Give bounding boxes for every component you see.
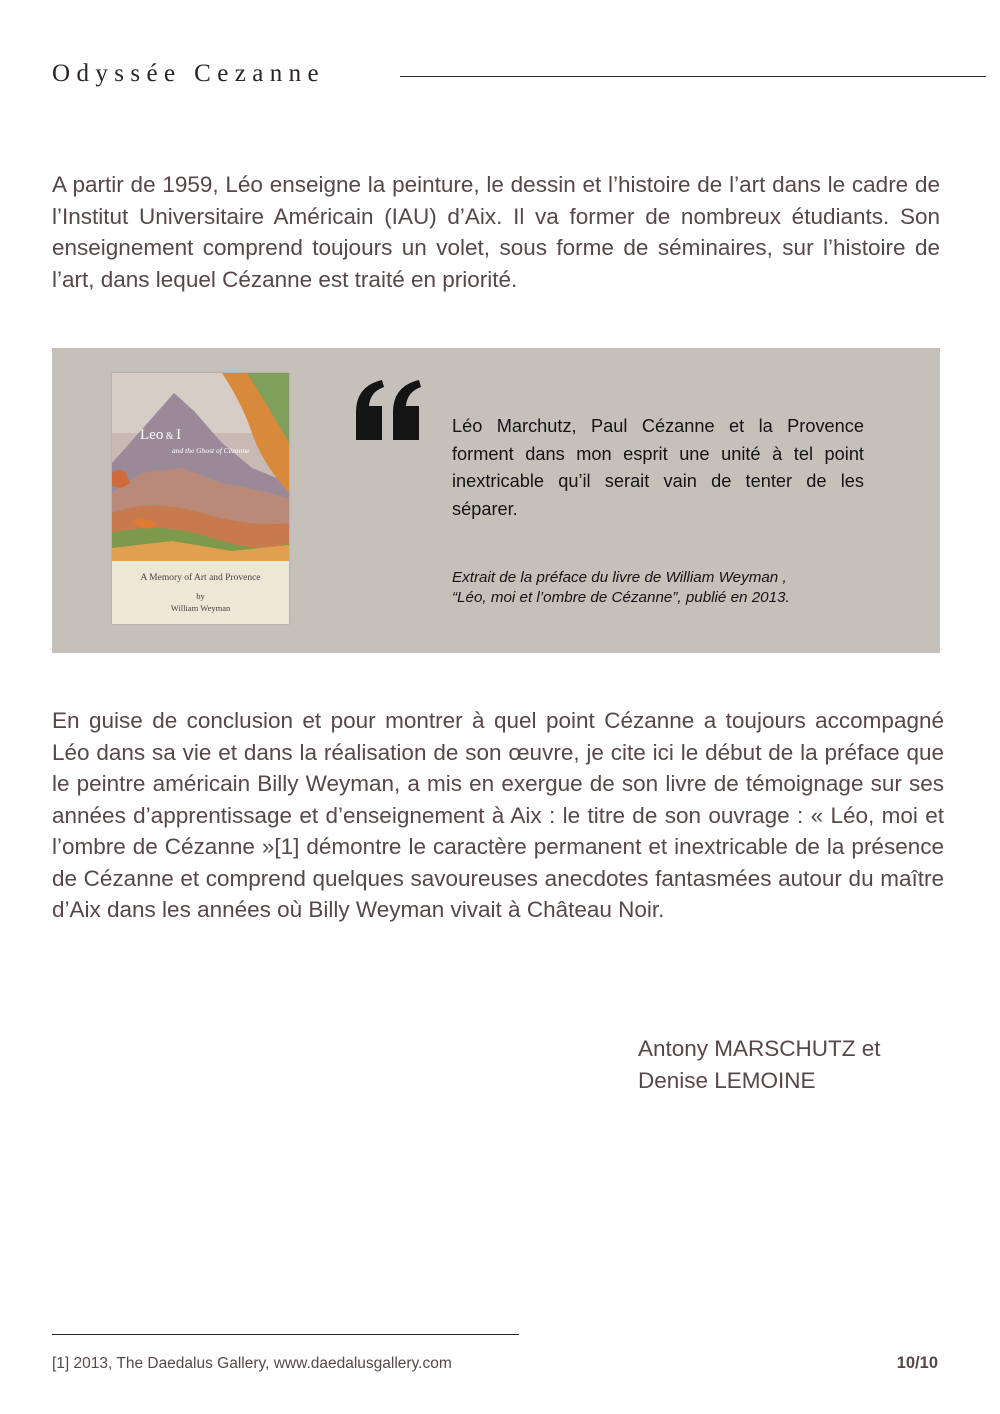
book-by: by bbox=[196, 591, 205, 601]
book-subtitle: and the Ghost of Cézanne bbox=[172, 446, 250, 455]
conclusion-paragraph: En guise de conclusion et pour montrer à quel point Cézanne a toujours accompagné Léo dans sa vie et dans la réalisation de son œuvre, je cite ici le début de la préface que le peintre américain Billy Weyman, a mis en exergue de son livre de témoignage sur ses années d’apprentissage et d’enseignement à Aix : le titre de son ouvrage : « Léo, moi et l’ombre de Cézanne »[1] démontre le caractère permanent et inextricable de la présence de Cézanne et comprend quelques savoureuses anecdotes fantasmées autour du maître d’Aix dans les années où Billy Weyman vivait à Château Noir. bbox=[52, 708, 944, 922]
quote-mark-icon bbox=[352, 376, 424, 442]
book-tagline: A Memory of Art and Provence bbox=[140, 573, 261, 583]
quote-source bbox=[452, 568, 882, 608]
footnote: [1] 2013, The Daedalus Gallery, www.daedalusgallery.com bbox=[52, 1355, 452, 1372]
header-divider bbox=[400, 76, 986, 77]
book-title: Leo & I bbox=[140, 427, 182, 443]
page-number: 10/10 bbox=[896, 1354, 938, 1372]
book-author: William Weyman bbox=[170, 603, 231, 613]
document-title: Odyssée Cezanne bbox=[52, 60, 326, 87]
quote-box bbox=[52, 348, 940, 653]
quote-source-line2: “Léo, moi et l’ombre de Cézanne”, publié en 2013. bbox=[452, 589, 790, 606]
quote-text: Léo Marchutz, Paul Cézanne et la Provence forment dans mon esprit une unité à tel point inextricable qu’il serait vain de tenter de les séparer. bbox=[452, 416, 864, 519]
footnote-divider bbox=[52, 1334, 519, 1335]
signature-line1: Antony MARSCHUTZ et bbox=[638, 1036, 881, 1061]
painting-illustration bbox=[112, 373, 289, 624]
signature-line2: Denise LEMOINE bbox=[638, 1067, 816, 1093]
quote-source-line1: Extrait de la préface du livre de William Weyman , bbox=[452, 569, 787, 586]
intro-paragraph: A partir de 1959, Léo enseigne la peinture, le dessin et l’histoire de l’art dans le cadre de l’Institut Universitaire Américain (IAU) d’Aix. Il va former de nombreux étudiants. Son enseignement comprend toujours un volet, sous forme de séminaires, sur l’histoire de l’art, dans lequel Cézanne est traité en priorité. bbox=[52, 172, 940, 292]
book-cover-image bbox=[112, 373, 289, 624]
signature bbox=[638, 1033, 881, 1096]
